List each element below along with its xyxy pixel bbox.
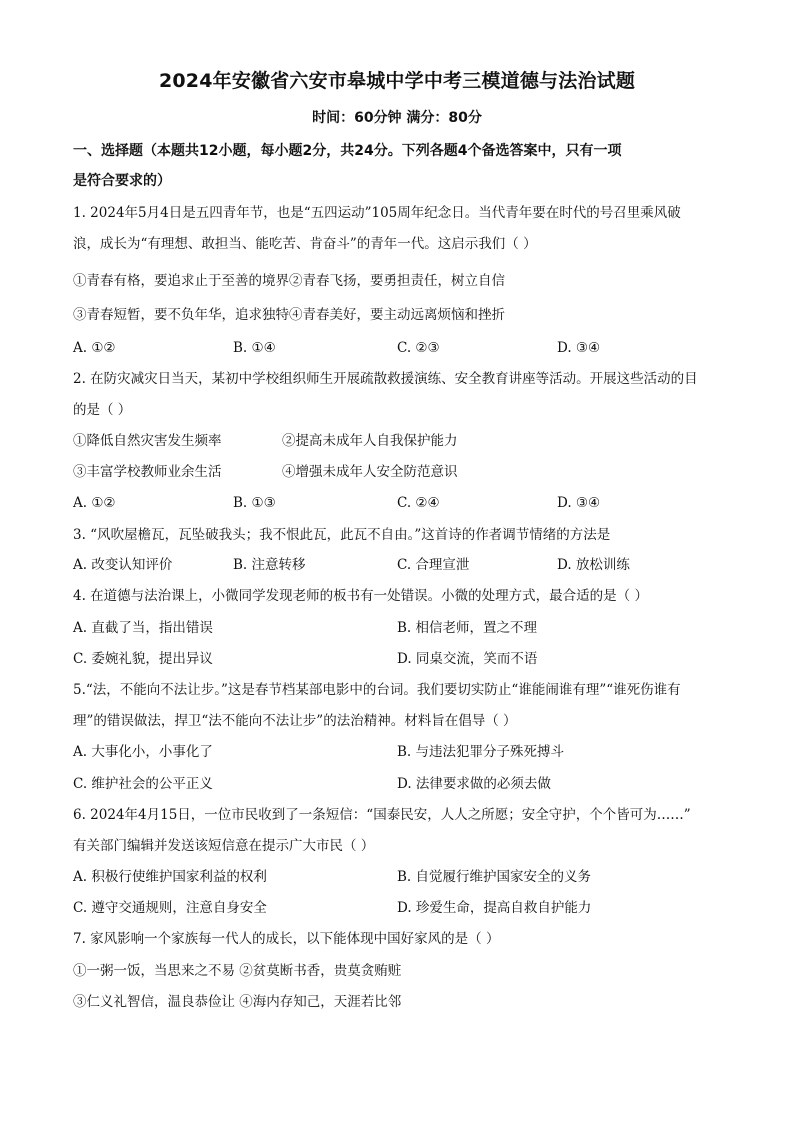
q5-option-c: C. 维护社会的公平正义: [73, 776, 213, 792]
q4-option-c: C. 委婉礼貌，提出异议: [73, 651, 213, 667]
q2-option-d: D. ③④: [557, 495, 601, 511]
q6-option-a: A. 积极行使维护国家利益的权利: [73, 869, 267, 885]
q5-stem-line-2: 理”的错误做法，捍卫“法不能向不法让步”的法治精神。材料旨在倡导（ ）: [73, 713, 517, 729]
q3-option-b: B. 注意转移: [233, 557, 306, 573]
q1-stem-line-1: 1. 2024年5月4日是五四青年节，也是“五四运动”105周年纪念日。当代青年要在时代的号召里乘风破: [73, 205, 681, 221]
q7-statement-2: ③仁义礼智信，温良恭俭让 ④海内存知己，天涯若比邻: [73, 994, 402, 1010]
q5-option-a: A. 大事化小，小事化了: [73, 744, 213, 760]
q1-statement-2: ③青春短暂，要不负年华，追求独特④青春美好，要主动远离烦恼和挫折: [73, 307, 505, 323]
q1-option-b: B. ①④: [233, 340, 276, 356]
q6-option-d: D. 珍爱生命，提高自救自护能力: [397, 900, 592, 916]
section-heading-line-1: 一、选择题（本题共12小题，每小题2分，共24分。下列各题4个备选答案中，只有一项: [73, 143, 622, 159]
q2-option-a: A. ①②: [73, 495, 116, 511]
q6-stem-line-1: 6. 2024年4月15日，一位市民收到了一条短信：“国泰民安，人人之所愿；安全守护，个个皆可为……”: [73, 807, 691, 823]
q2-option-b: B. ①③: [233, 495, 276, 511]
q4-option-d: D. 同桌交流，笑而不语: [397, 651, 538, 667]
q7-statement-1: ①一粥一饭，当思来之不易 ②贫莫断书香，贵莫贪贿赃: [73, 963, 402, 979]
q6-option-b: B. 自觉履行维护国家安全的义务: [397, 869, 592, 885]
q1-option-c: C. ②③: [397, 340, 440, 356]
q2-statement-2: ②提高未成年人自我保护能力: [282, 433, 458, 449]
q4-option-a: A. 直截了当，指出错误: [73, 620, 213, 636]
page-title: 2024年安徽省六安市皋城中学中考三模道德与法治试题: [158, 70, 636, 92]
q5-option-d: D. 法律要求做的必须去做: [397, 776, 551, 792]
q2-statement-1: ①降低自然灾害发生频率: [73, 433, 222, 449]
section-heading-line-2: 是符合要求的）: [73, 173, 171, 189]
q1-stem-line-2: 浪，成长为“有理想、敢担当、能吃苦、肯奋斗”的青年一代。这启示我们（ ）: [73, 236, 537, 252]
q2-statement-4: ④增强未成年人安全防范意识: [282, 464, 458, 480]
q2-statement-3: ③丰富学校教师业余生活: [73, 464, 222, 480]
q7-stem: 7. 家风影响一个家族每一代人的成长，以下能体现中国好家风的是（ ）: [73, 931, 500, 947]
q6-option-c: C. 遵守交通规则，注意自身安全: [73, 900, 267, 916]
q3-option-c: C. 合理宣泄: [397, 557, 470, 573]
exam-time-score: 时间：60分钟 满分：80分: [312, 110, 482, 126]
q5-option-b: B. 与违法犯罪分子殊死搏斗: [397, 744, 565, 760]
q2-stem-line-1: 2. 在防灾减灾日当天，某初中学校组织师生开展疏散救援演练、安全教育讲座等活动。开展这些活动的目: [73, 371, 698, 387]
q3-option-a: A. 改变认知评价: [73, 557, 173, 573]
q2-option-c: C. ②④: [397, 495, 440, 511]
q2-stem-line-2: 的是（ ）: [73, 402, 132, 418]
q3-stem: 3. “风吹屋檐瓦，瓦坠破我头；我不恨此瓦，此瓦不自由。”这首诗的作者调节情绪的方法是: [73, 527, 611, 543]
q1-statement-1: ①青春有格，要追求止于至善的境界②青春飞扬，要勇担责任，树立自信: [73, 273, 505, 289]
q3-option-d: D. 放松训练: [557, 557, 630, 573]
q4-option-b: B. 相信老师，置之不理: [397, 620, 538, 636]
q6-stem-line-2: 有关部门编辑并发送该短信意在提示广大市民（ ）: [73, 838, 375, 854]
q4-stem: 4. 在道德与法治课上，小微同学发现老师的板书有一处错误。小微的处理方式，最合适的是（ ）: [73, 588, 648, 604]
q5-stem-line-1: 5.“法，不能向不法让步。”这是春节档某部电影中的台词。我们要切实防止“谁能闹谁有理”“谁死伤谁有: [73, 682, 681, 698]
q1-option-a: A. ①②: [73, 340, 116, 356]
q1-option-d: D. ③④: [557, 340, 601, 356]
